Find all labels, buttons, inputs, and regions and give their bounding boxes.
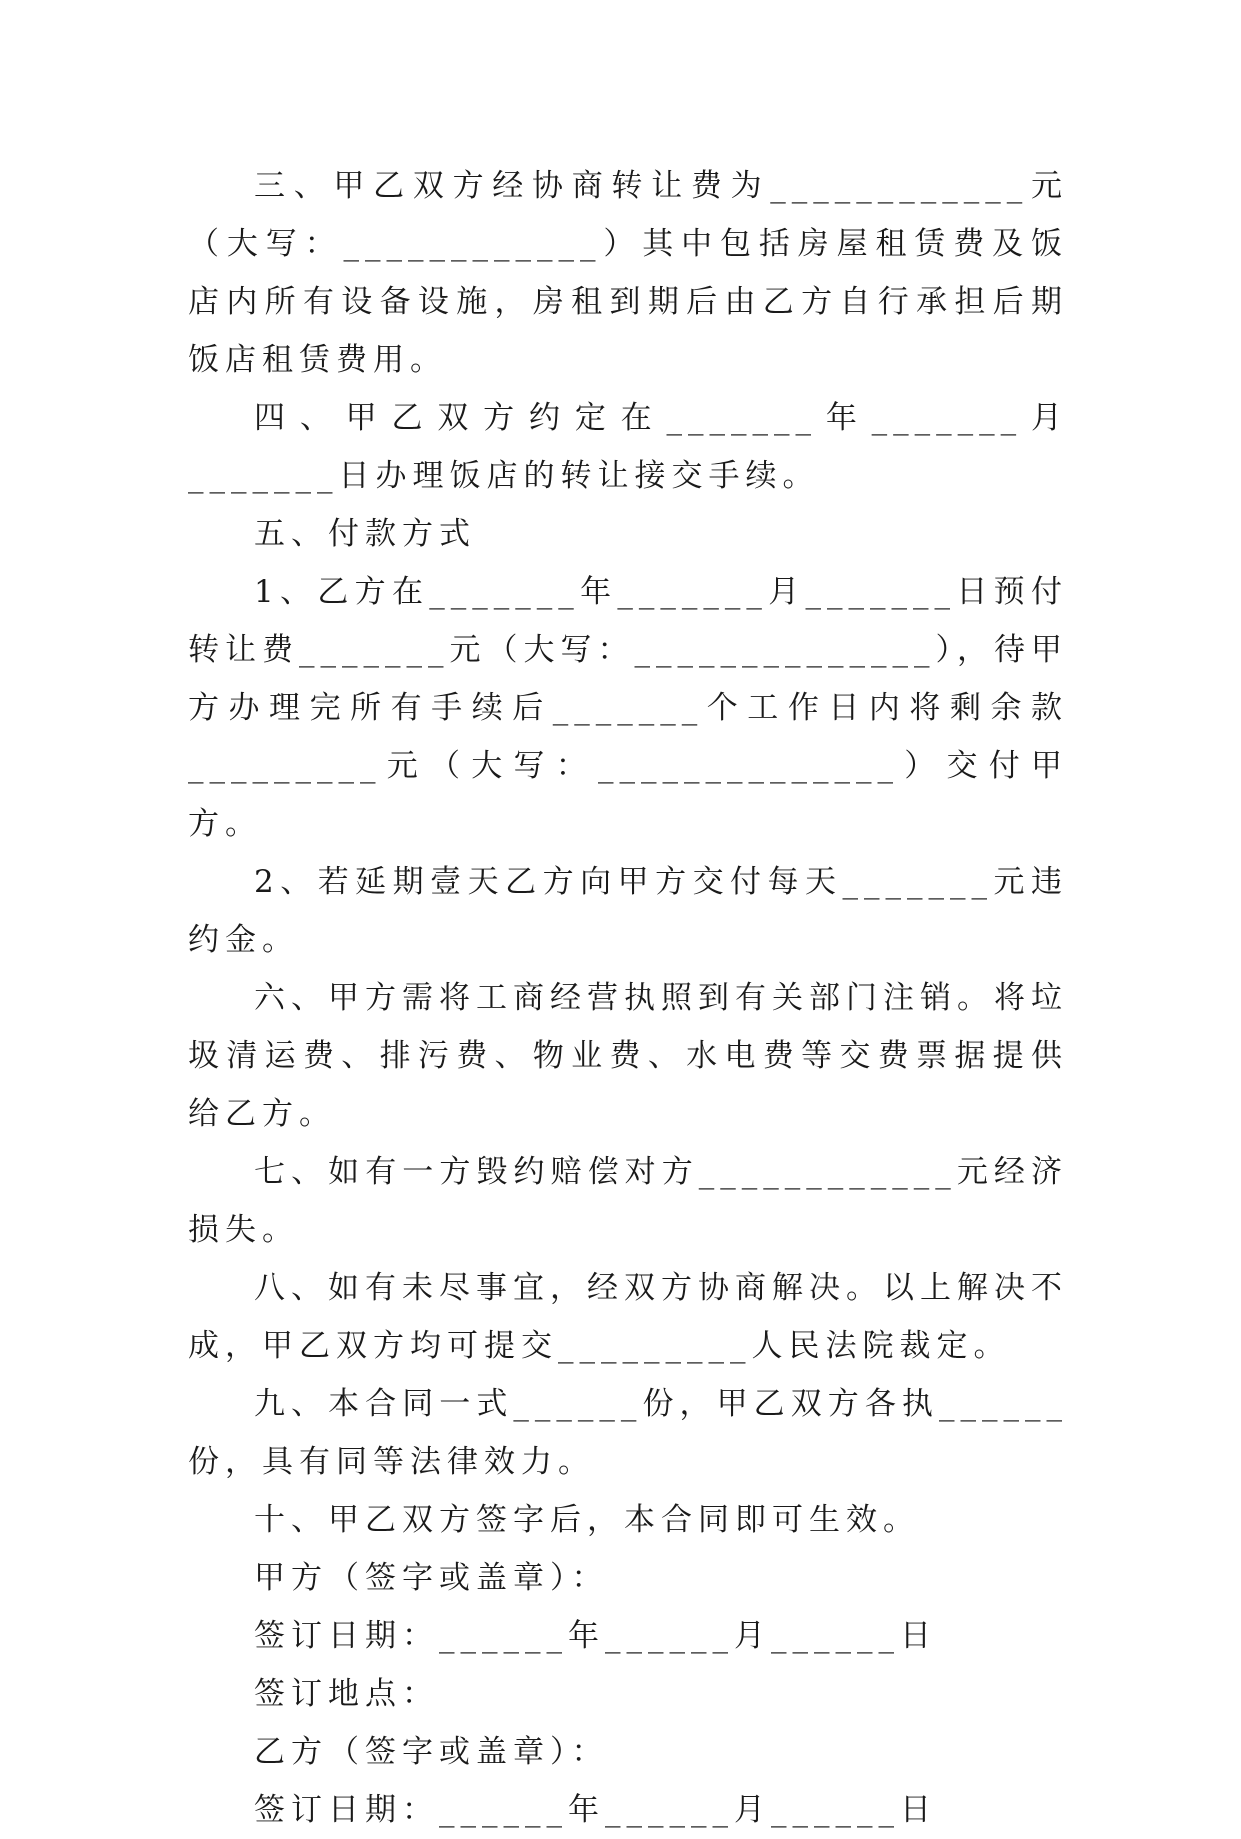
clause-5-item-2: 2、若延期壹天乙方向甲方交付每天_______元违约金。 xyxy=(188,864,1068,958)
clause-4: 四、甲乙双方约定在_______年_______月_______日办理饭店的转让接交手续。 xyxy=(188,400,1068,494)
signature-block xyxy=(188,1549,1068,1839)
signing-place-line: 签订地点： xyxy=(254,1676,439,1712)
clause-5-item-1: 1、乙方在_______年_______月_______日预付转让费_______元（大写：______________），待甲方办理完所有手续后_______个工作日内将剩余款_________元（大写：______________）交付甲方。 xyxy=(188,574,1068,842)
party-b-signature-line: 乙方（签字或盖章）： xyxy=(254,1734,609,1770)
party-a-date-line: 签订日期：______年______月______日 xyxy=(254,1618,937,1654)
party-a-signature-line: 甲方（签字或盖章）： xyxy=(254,1560,609,1596)
clause-10: 十、甲乙双方签字后，本合同即可生效。 xyxy=(254,1502,920,1538)
party-b-date-line: 签订日期：______年______月______日 xyxy=(254,1792,937,1828)
contract-body xyxy=(188,157,1068,1839)
clause-9: 九、本合同一式______份，甲乙双方各执______份，具有同等法律效力。 xyxy=(188,1386,1068,1480)
clause-8: 八、如有未尽事宜，经双方协商解决。以上解决不成，甲乙双方均可提交_________人民法院裁定。 xyxy=(188,1270,1068,1364)
clause-6: 六、甲方需将工商经营执照到有关部门注销。将垃圾清运费、排污费、物业费、水电费等交费票据提供给乙方。 xyxy=(188,980,1068,1132)
clause-7: 七、如有一方毁约赔偿对方____________元经济损失。 xyxy=(188,1154,1068,1248)
clause-5-heading: 五、付款方式 xyxy=(254,516,476,552)
clause-3: 三、甲乙双方经协商转让费为____________元（大写：____________）其中包括房屋租赁费及饭店内所有设备设施，房租到期后由乙方自行承担后期饭店租赁费用。 xyxy=(188,168,1068,378)
